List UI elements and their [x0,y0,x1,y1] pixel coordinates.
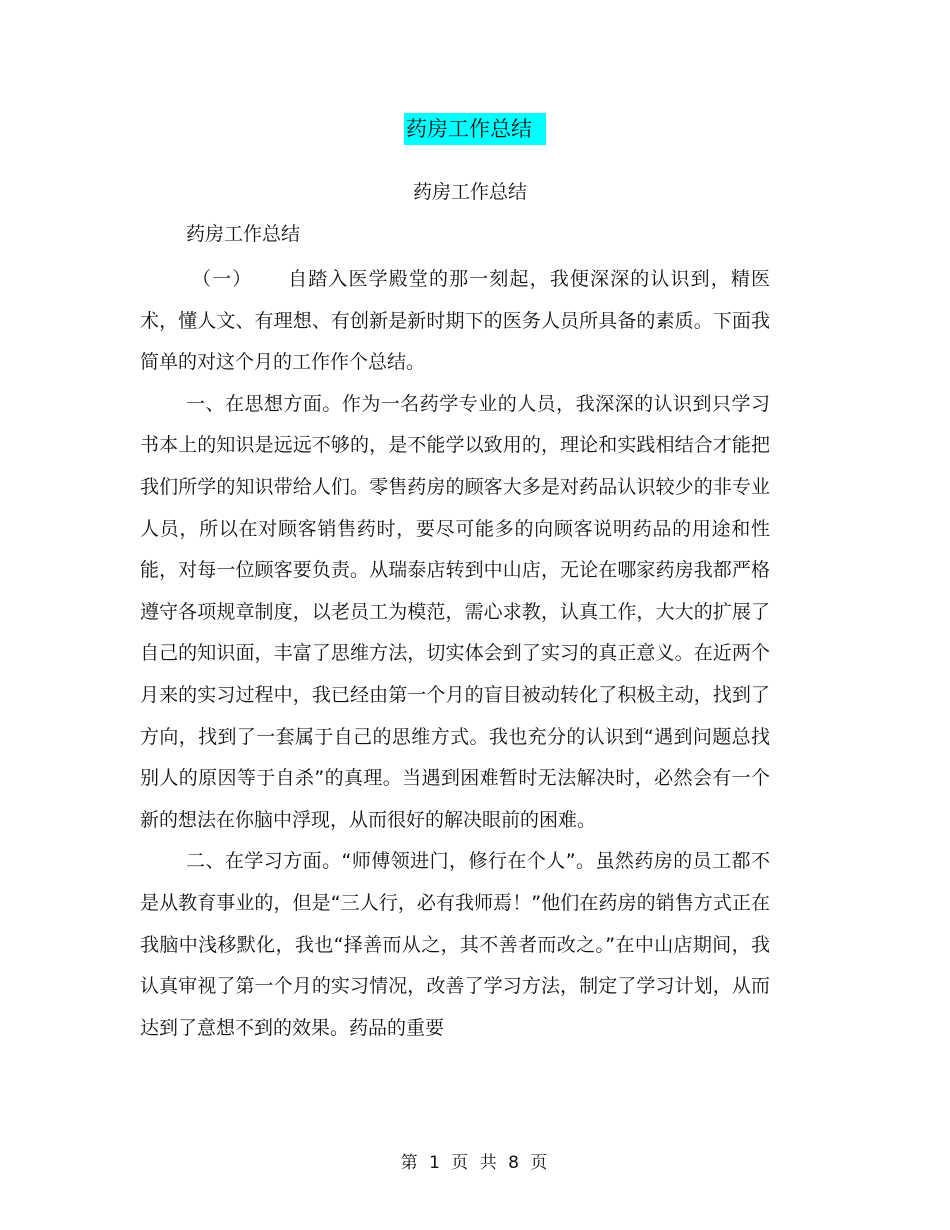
document-subtitle: 药房工作总结 [412,181,527,203]
section-heading: 药房工作总结 [186,223,301,245]
paragraph-intro: （一） 自踏入医学殿堂的那一刻起，我便深深的认识到，精医术，懂人文、有理想、有创新是新时期下的医务人员所具备的素质。下面我简单的对这个月的工作作个总结。 [140,268,770,374]
document-title: 药房工作总结 [404,113,546,145]
page-footer: 第 1 页 共 8 页 [400,1153,548,1173]
title-block [0,113,950,145]
paragraph-study: 二、在学习方面。“师傅领进门，修行在个人”。虽然药房的员工都不是从教育事业的，但是“三人行，必有我师焉！”他们在药房的销售方式正在我脑中浅移默化，我也“择善而从之，其不善者而改之。”在中山店期间，我认真审视了第一个月的实习情况，改善了学习方法，制定了学习计划，从而达到了意想不到的效果。药品的重要 [140,850,770,1039]
paragraph-thought: 一、在思想方面。作为一名药学专业的人员，我深深的认识到只学习书本上的知识是远远不够的，是不能学以致用的，理论和实践相结合才能把我们所学的知识带给人们。零售药房的顾客大多是对药品认识较少的非专业人员，所以在对顾客销售药时，要尽可能多的向顾客说明药品的用途和性能，对每一位顾客要负责。从瑞泰店转到中山店，无论在哪家药房我都严格遵守各项规章制度，以老员工为模范，需心求教，认真工作，大大的扩展了自己的知识面，丰富了思维方法，切实体会到了实习的真正意义。在近两个月来的实习过程中，我已经由第一个月的盲目被动转化了积极主动，找到了方向，找到了一套属于自己的思维方式。我也充分的认识到“遇到问题总找别人的原因等于自杀”的真理。当遇到困难暂时无法解决时，必然会有一个新的想法在你脑中浮现，从而很好的解决眼前的困难。 [140,392,770,831]
document-body [140,259,770,1049]
